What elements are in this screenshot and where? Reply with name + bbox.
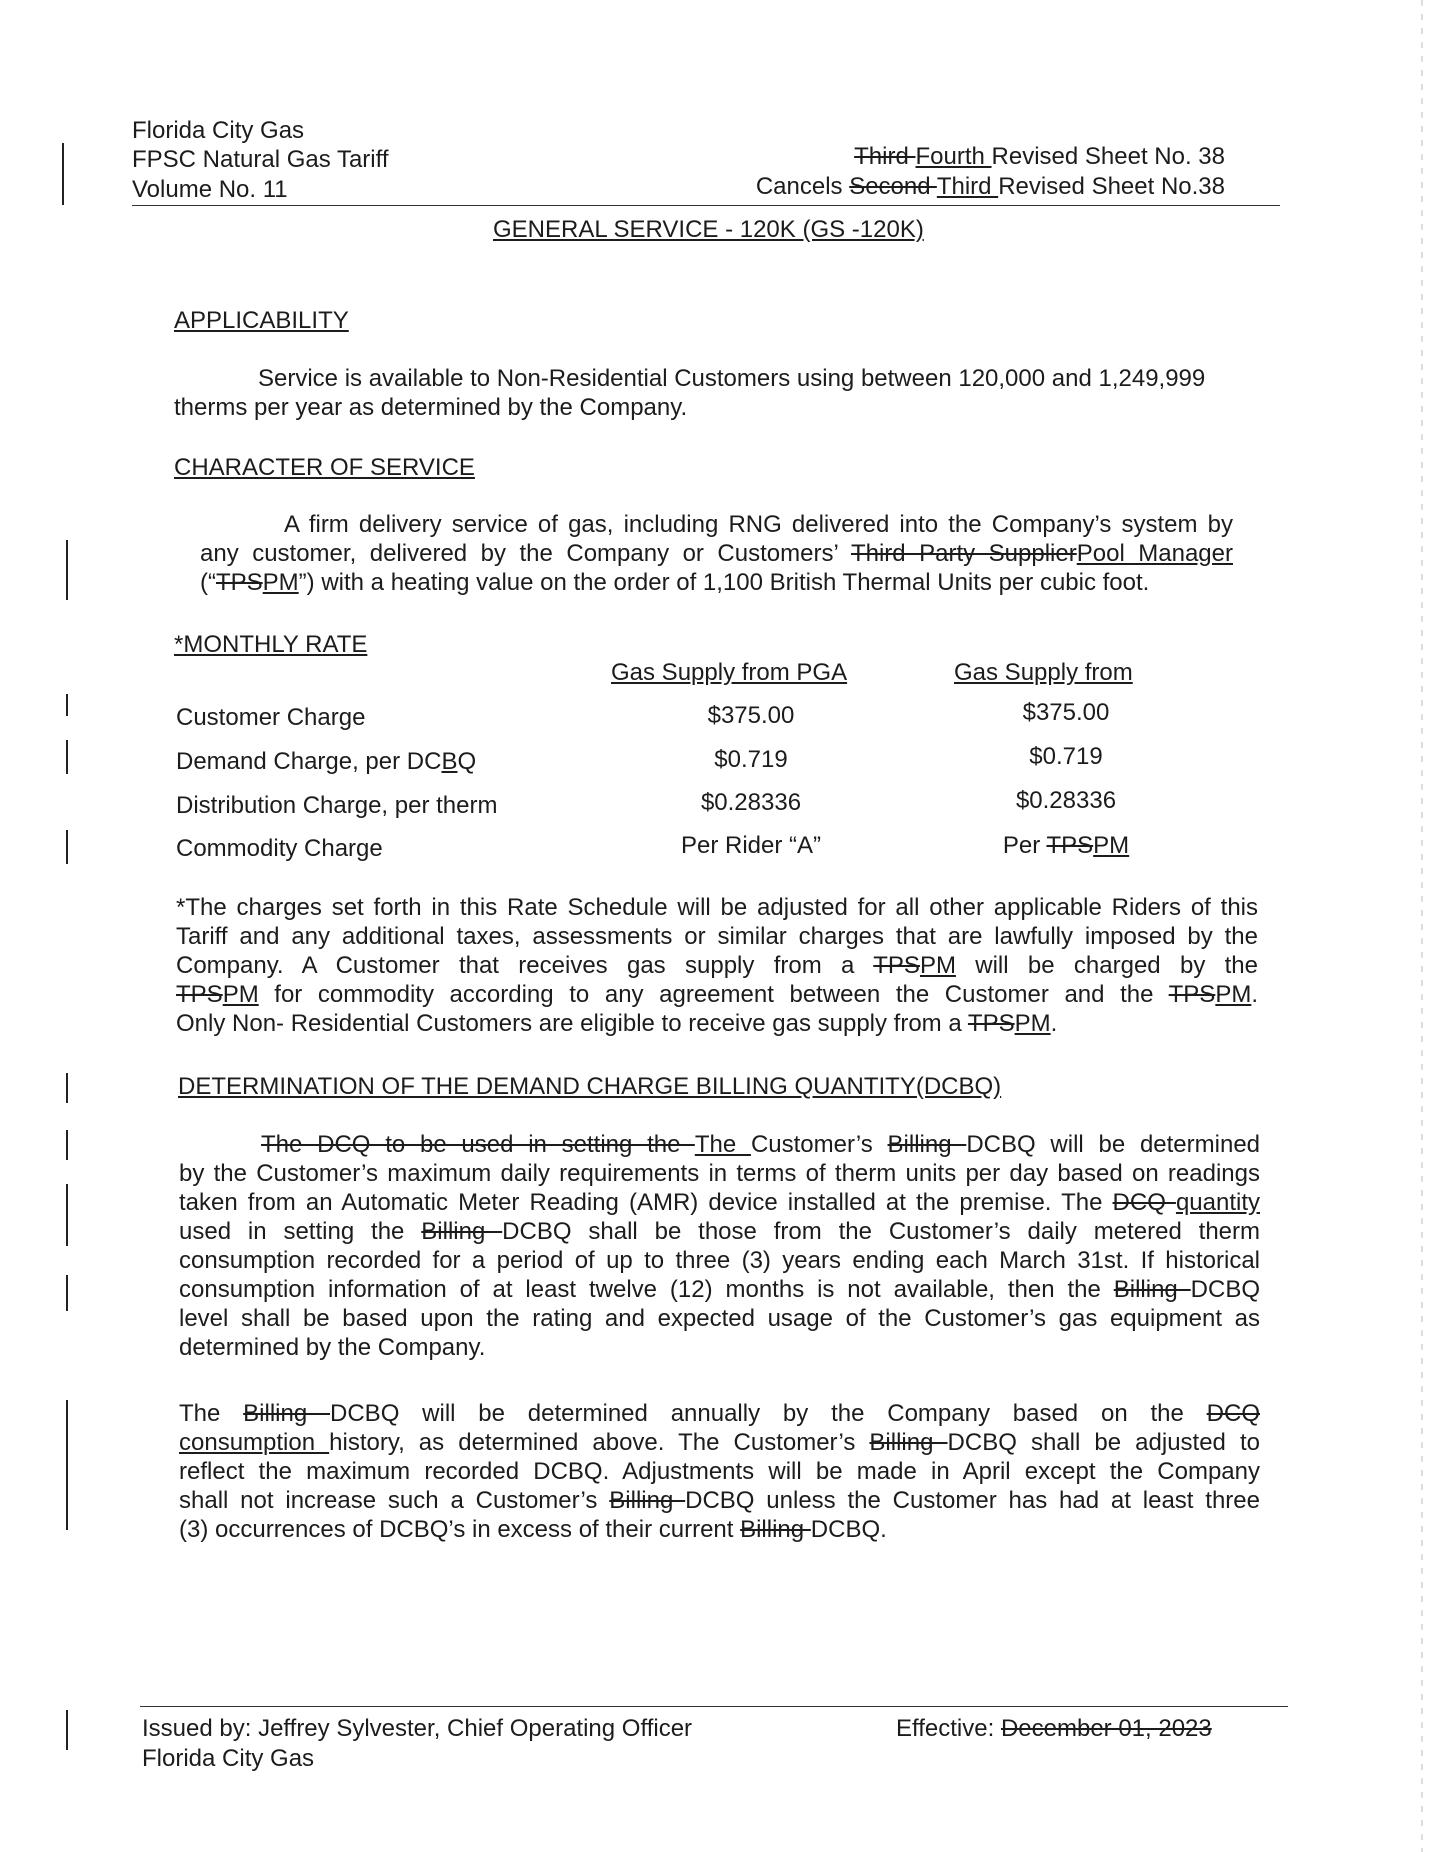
- dcbq-paragraph-1: The DCQ to be used in setting the The Customer’s Billing DCBQ will be determined by the Customer’s maximum daily requirements in terms of therm units per day based on readings taken from an Automatic Meter Reading (AMR) device installed at the premise. The DCQ quantity used in setting the Billing DCBQ shall be those from the Customer’s daily metered therm consumption recorded for a period of up to three (3) years ending each March 31st. If historical consumption information of at least twelve (12) months is not available, then the Billing DCBQ level shall be based upon the rating and expected usage of the Customer’s gas equipment as determined by the Company.: [179, 1131, 1261, 1361]
- footer-company: Florida City Gas: [142, 1745, 315, 1772]
- inserted-text: quantity: [1175, 1189, 1260, 1216]
- deleted-text: Billing: [421, 1218, 503, 1245]
- deleted-text: The DCQ to be used in setting the: [261, 1131, 695, 1158]
- inserted-text: Fourth: [915, 143, 992, 170]
- rate-other: $0.719: [1029, 743, 1103, 770]
- col-header-other: Gas Supply from: [954, 659, 1133, 686]
- deleted-text: Billing: [243, 1400, 331, 1427]
- inserted-text: B: [441, 748, 458, 775]
- inserted-text: Third: [936, 173, 999, 200]
- character-heading: CHARACTER OF SERVICE: [174, 454, 475, 481]
- change-bar: [66, 740, 68, 774]
- deleted-text: Billing: [1113, 1276, 1191, 1303]
- change-bar: [66, 1400, 68, 1530]
- change-bar: [66, 1710, 68, 1750]
- deleted-text: TPS: [967, 1010, 1015, 1037]
- rate-pga: $0.719: [714, 746, 788, 773]
- dcbq-heading: DETERMINATION OF THE DEMAND CHARGE BILLING QUANTITY(DCBQ): [178, 1073, 1002, 1100]
- rate-pga: $0.28336: [700, 789, 802, 816]
- inserted-text: The: [694, 1131, 751, 1158]
- change-bar: [66, 1275, 68, 1311]
- monthly-rate-heading: *MONTHLY RATE: [174, 631, 368, 658]
- change-bar: [62, 143, 64, 205]
- inserted-text: PM: [1014, 1010, 1051, 1037]
- deleted-text: December 01, 2023: [1000, 1715, 1212, 1742]
- character-text: A firm delivery service of gas, including RNG delivered into the Company’s system by any customer, delivered by the Company or Customers’ Third Party SupplierPool Manager (“TPSPM”) with a heating value on the order of 1,100 British Thermal Units per cubic foot.: [200, 511, 1233, 596]
- rate-pga: $375.00: [707, 702, 795, 729]
- col-header-pga: Gas Supply from PGA: [611, 659, 848, 686]
- footer-effective: Effective: December 01, 2023: [896, 1715, 1212, 1742]
- footer-rule: [140, 1706, 1288, 1707]
- header-company: Florida City Gas: [132, 117, 305, 144]
- deleted-text: TPS: [176, 981, 223, 1008]
- rate-pga: Per Rider “A”: [680, 832, 822, 859]
- deleted-text: Billing: [609, 1487, 686, 1514]
- change-bar: [66, 1184, 68, 1246]
- dcbq-paragraph-2: The Billing DCBQ will be determined annually by the Company based on the DCQ consumption history, as determined above. The Customer’s Billing DCBQ shall be adjusted to reflect the maximum recorded DCBQ. Adjustments will be made in April except the Company shall not increase such a Customer’s Billing DCBQ unless the Customer has had at least three (3) occurrences of DCBQ’s in excess of their current Billing DCBQ.: [179, 1400, 1260, 1543]
- rate-label: Commodity Charge: [176, 835, 383, 862]
- header-tariff: FPSC Natural Gas Tariff: [132, 146, 389, 173]
- rate-other: $375.00: [1022, 699, 1110, 726]
- change-bar: [66, 694, 68, 716]
- inserted-text: Pool Manager: [1076, 540, 1233, 567]
- change-bar: [66, 1073, 68, 1103]
- rate-label: Demand Charge, per DCBQ: [176, 748, 477, 775]
- deleted-text: Billing: [887, 1131, 967, 1158]
- inserted-text: PM: [919, 952, 956, 979]
- rate-label: Distribution Charge, per therm: [176, 792, 498, 819]
- scan-edge: [1421, 0, 1423, 1852]
- footer-issued-by: Issued by: Jeffrey Sylvester, Chief Operating Officer: [142, 1715, 693, 1742]
- deleted-text: Second: [849, 173, 937, 200]
- deleted-text: Billing: [869, 1429, 948, 1456]
- rate-other: Per TPSPM: [1002, 832, 1130, 859]
- inserted-text: consumption: [179, 1429, 330, 1456]
- change-bar: [66, 830, 68, 864]
- applicability-heading: APPLICABILITY: [174, 307, 349, 334]
- inserted-text: PM: [1093, 832, 1130, 859]
- deleted-text: TPS: [1046, 832, 1094, 859]
- inserted-text: PM: [262, 569, 299, 596]
- header-sheet-number: Third Fourth Revised Sheet No. 38: [854, 143, 1225, 170]
- deleted-text: DCQ: [1112, 1189, 1176, 1216]
- header-volume: Volume No. 11: [132, 176, 288, 203]
- header-cancels: Cancels Second Third Revised Sheet No.38: [755, 173, 1225, 200]
- inserted-text: PM: [222, 981, 259, 1008]
- deleted-text: Billing: [740, 1516, 811, 1543]
- deleted-text: Third: [854, 143, 916, 170]
- deleted-text: TPS: [873, 952, 920, 979]
- deleted-text: TPS: [215, 569, 263, 596]
- applicability-text: Service is available to Non-Residential Customers using between 120,000 and 1,249,999 therms per year as determined by the Company.: [174, 365, 1206, 421]
- deleted-text: Third Party Supplier: [850, 540, 1077, 567]
- page-title: GENERAL SERVICE - 120K (GS -120K): [493, 216, 924, 243]
- change-bar: [66, 540, 68, 600]
- deleted-text: TPS: [1168, 981, 1216, 1008]
- deleted-text: DCQ: [1206, 1400, 1260, 1427]
- rate-label: Customer Charge: [176, 704, 366, 731]
- inserted-text: PM: [1215, 981, 1252, 1008]
- rate-other: $0.28336: [1015, 787, 1117, 814]
- change-bar: [66, 1130, 68, 1160]
- charges-note: *The charges set forth in this Rate Schedule will be adjusted for all other applicable Riders of this Tariff and any additional taxes, assessments or similar charges that are lawfully imposed by the Company. A Customer that receives gas supply from a TPSPM will be charged by the TPSPM for commodity according to any agreement between the Customer and the TPSPM. Only Non- Residential Customers are eligible to receive gas supply from a TPSPM.: [176, 894, 1258, 1037]
- header-rule: [132, 205, 1280, 206]
